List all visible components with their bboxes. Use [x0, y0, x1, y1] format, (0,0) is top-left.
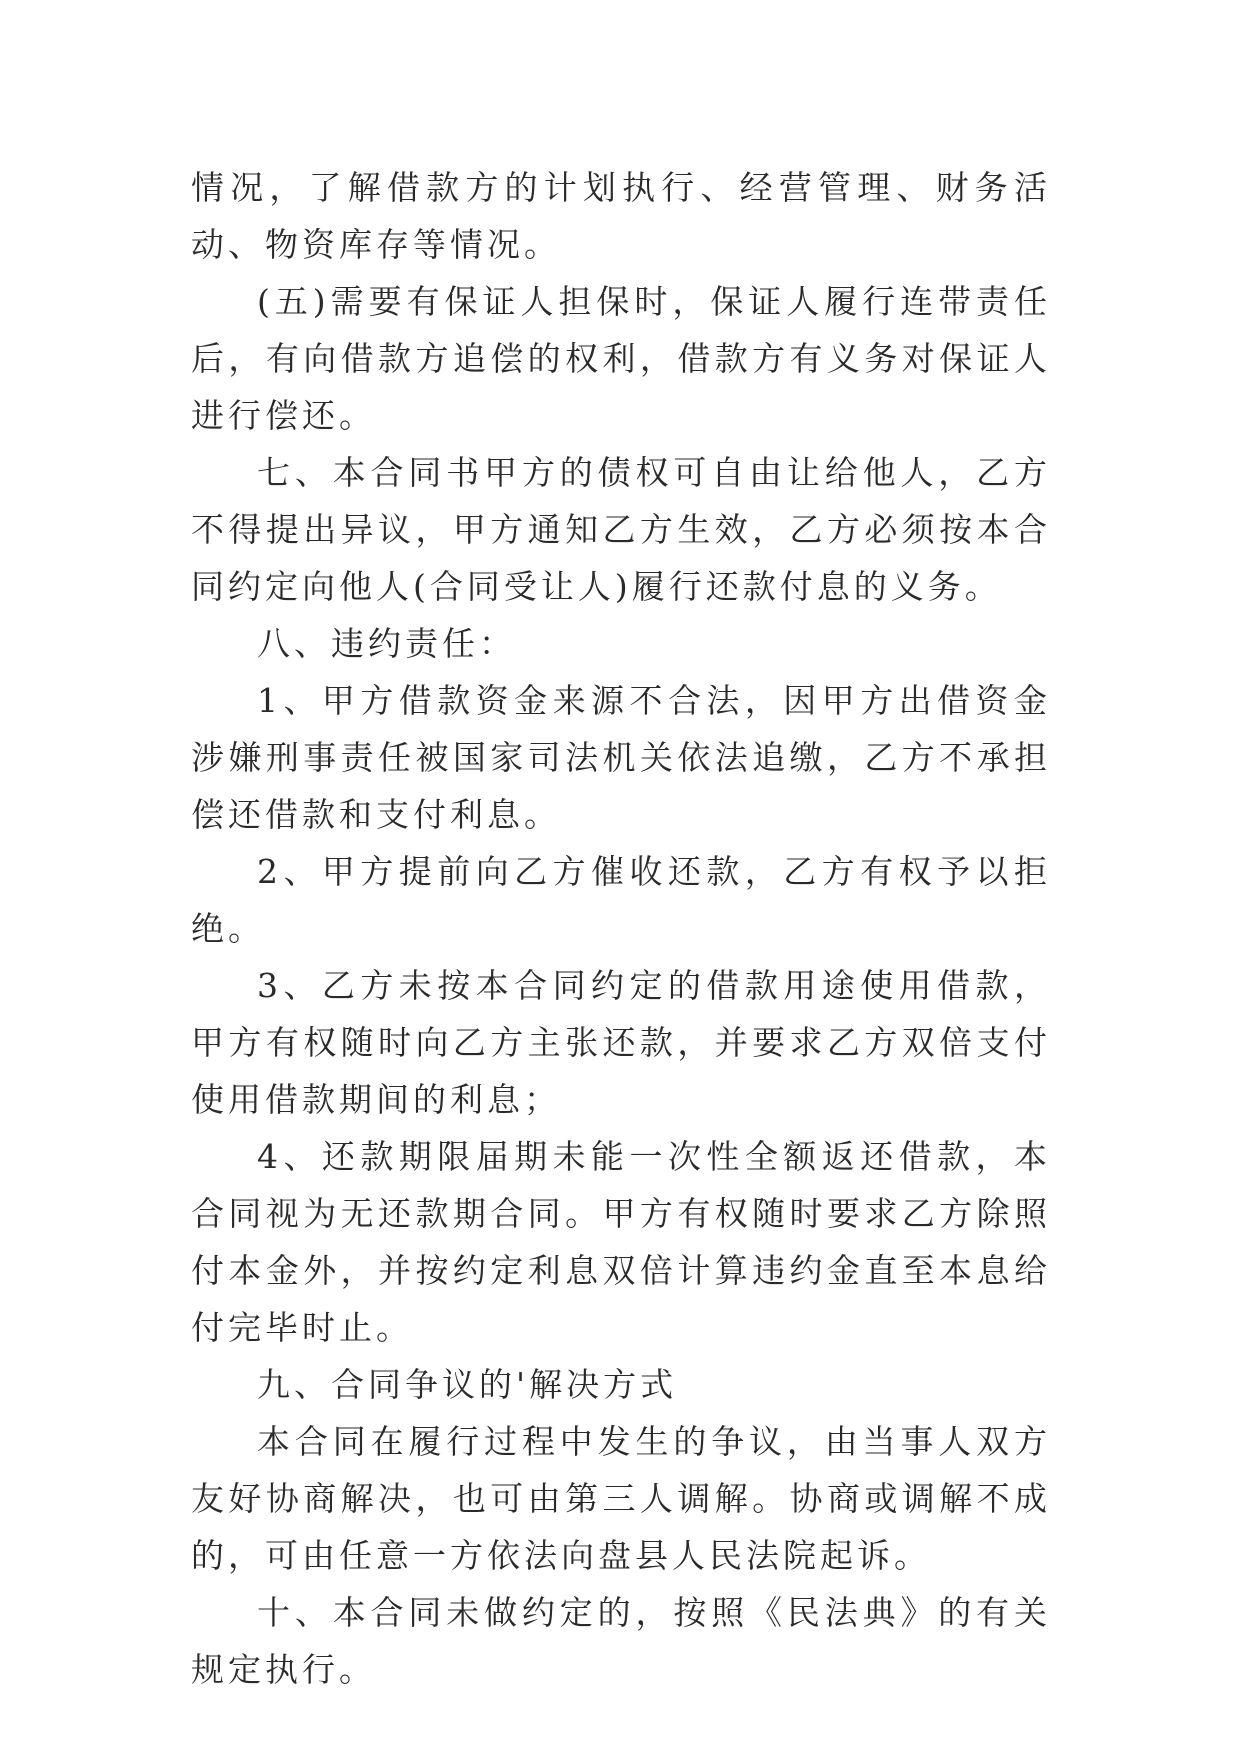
- paragraph-dispute-resolution: 本合同在履行过程中发生的争议，由当事人双方友好协商解决，也可由第三人调解。协商或调解不成的，可由任意一方依法向盘县人民法院起诉。: [191, 1422, 1051, 1575]
- paragraph-clause-1: 1、甲方借款资金来源不合法，因甲方出借资金涉嫌刑事责任被国家司法机关依法追缴，乙方不承担偿还借款和支付利息。: [191, 681, 1051, 834]
- document-body: [191, 159, 1051, 1698]
- paragraph-clause-3: 3、乙方未按本合同约定的借款用途使用借款，甲方有权随时向乙方主张还款，并要求乙方双倍支付使用借款期间的利息；: [191, 966, 1051, 1119]
- paragraph-article-seven: 七、本合同书甲方的债权可自由让给他人，乙方不得提出异议，甲方通知乙方生效，乙方必须按本合同约定向他人(合同受让人)履行还款付息的义务。: [191, 453, 1051, 606]
- paragraph-clause-2: 2、甲方提前向乙方催收还款，乙方有权予以拒绝。: [191, 852, 1051, 948]
- paragraph-continuation: 情况，了解借款方的计划执行、经营管理、财务活动、物资库存等情况。: [191, 168, 1051, 264]
- paragraph-item-five: (五)需要有保证人担保时，保证人履行连带责任后，有向借款方追偿的权利，借款方有义务对保证人进行偿还。: [191, 282, 1051, 435]
- heading-article-nine: 九、合同争议的'解决方式: [257, 1365, 678, 1404]
- paragraph-clause-4: 4、还款期限届期未能一次性全额返还借款，本合同视为无还款期合同。甲方有权随时要求乙方除照付本金外，并按约定利息双倍计算违约金直至本息给付完毕时止。: [191, 1137, 1051, 1347]
- heading-article-eight: 八、违约责任：: [257, 624, 516, 663]
- paragraph-article-ten: 十、本合同未做约定的，按照《民法典》的有关规定执行。: [191, 1593, 1051, 1689]
